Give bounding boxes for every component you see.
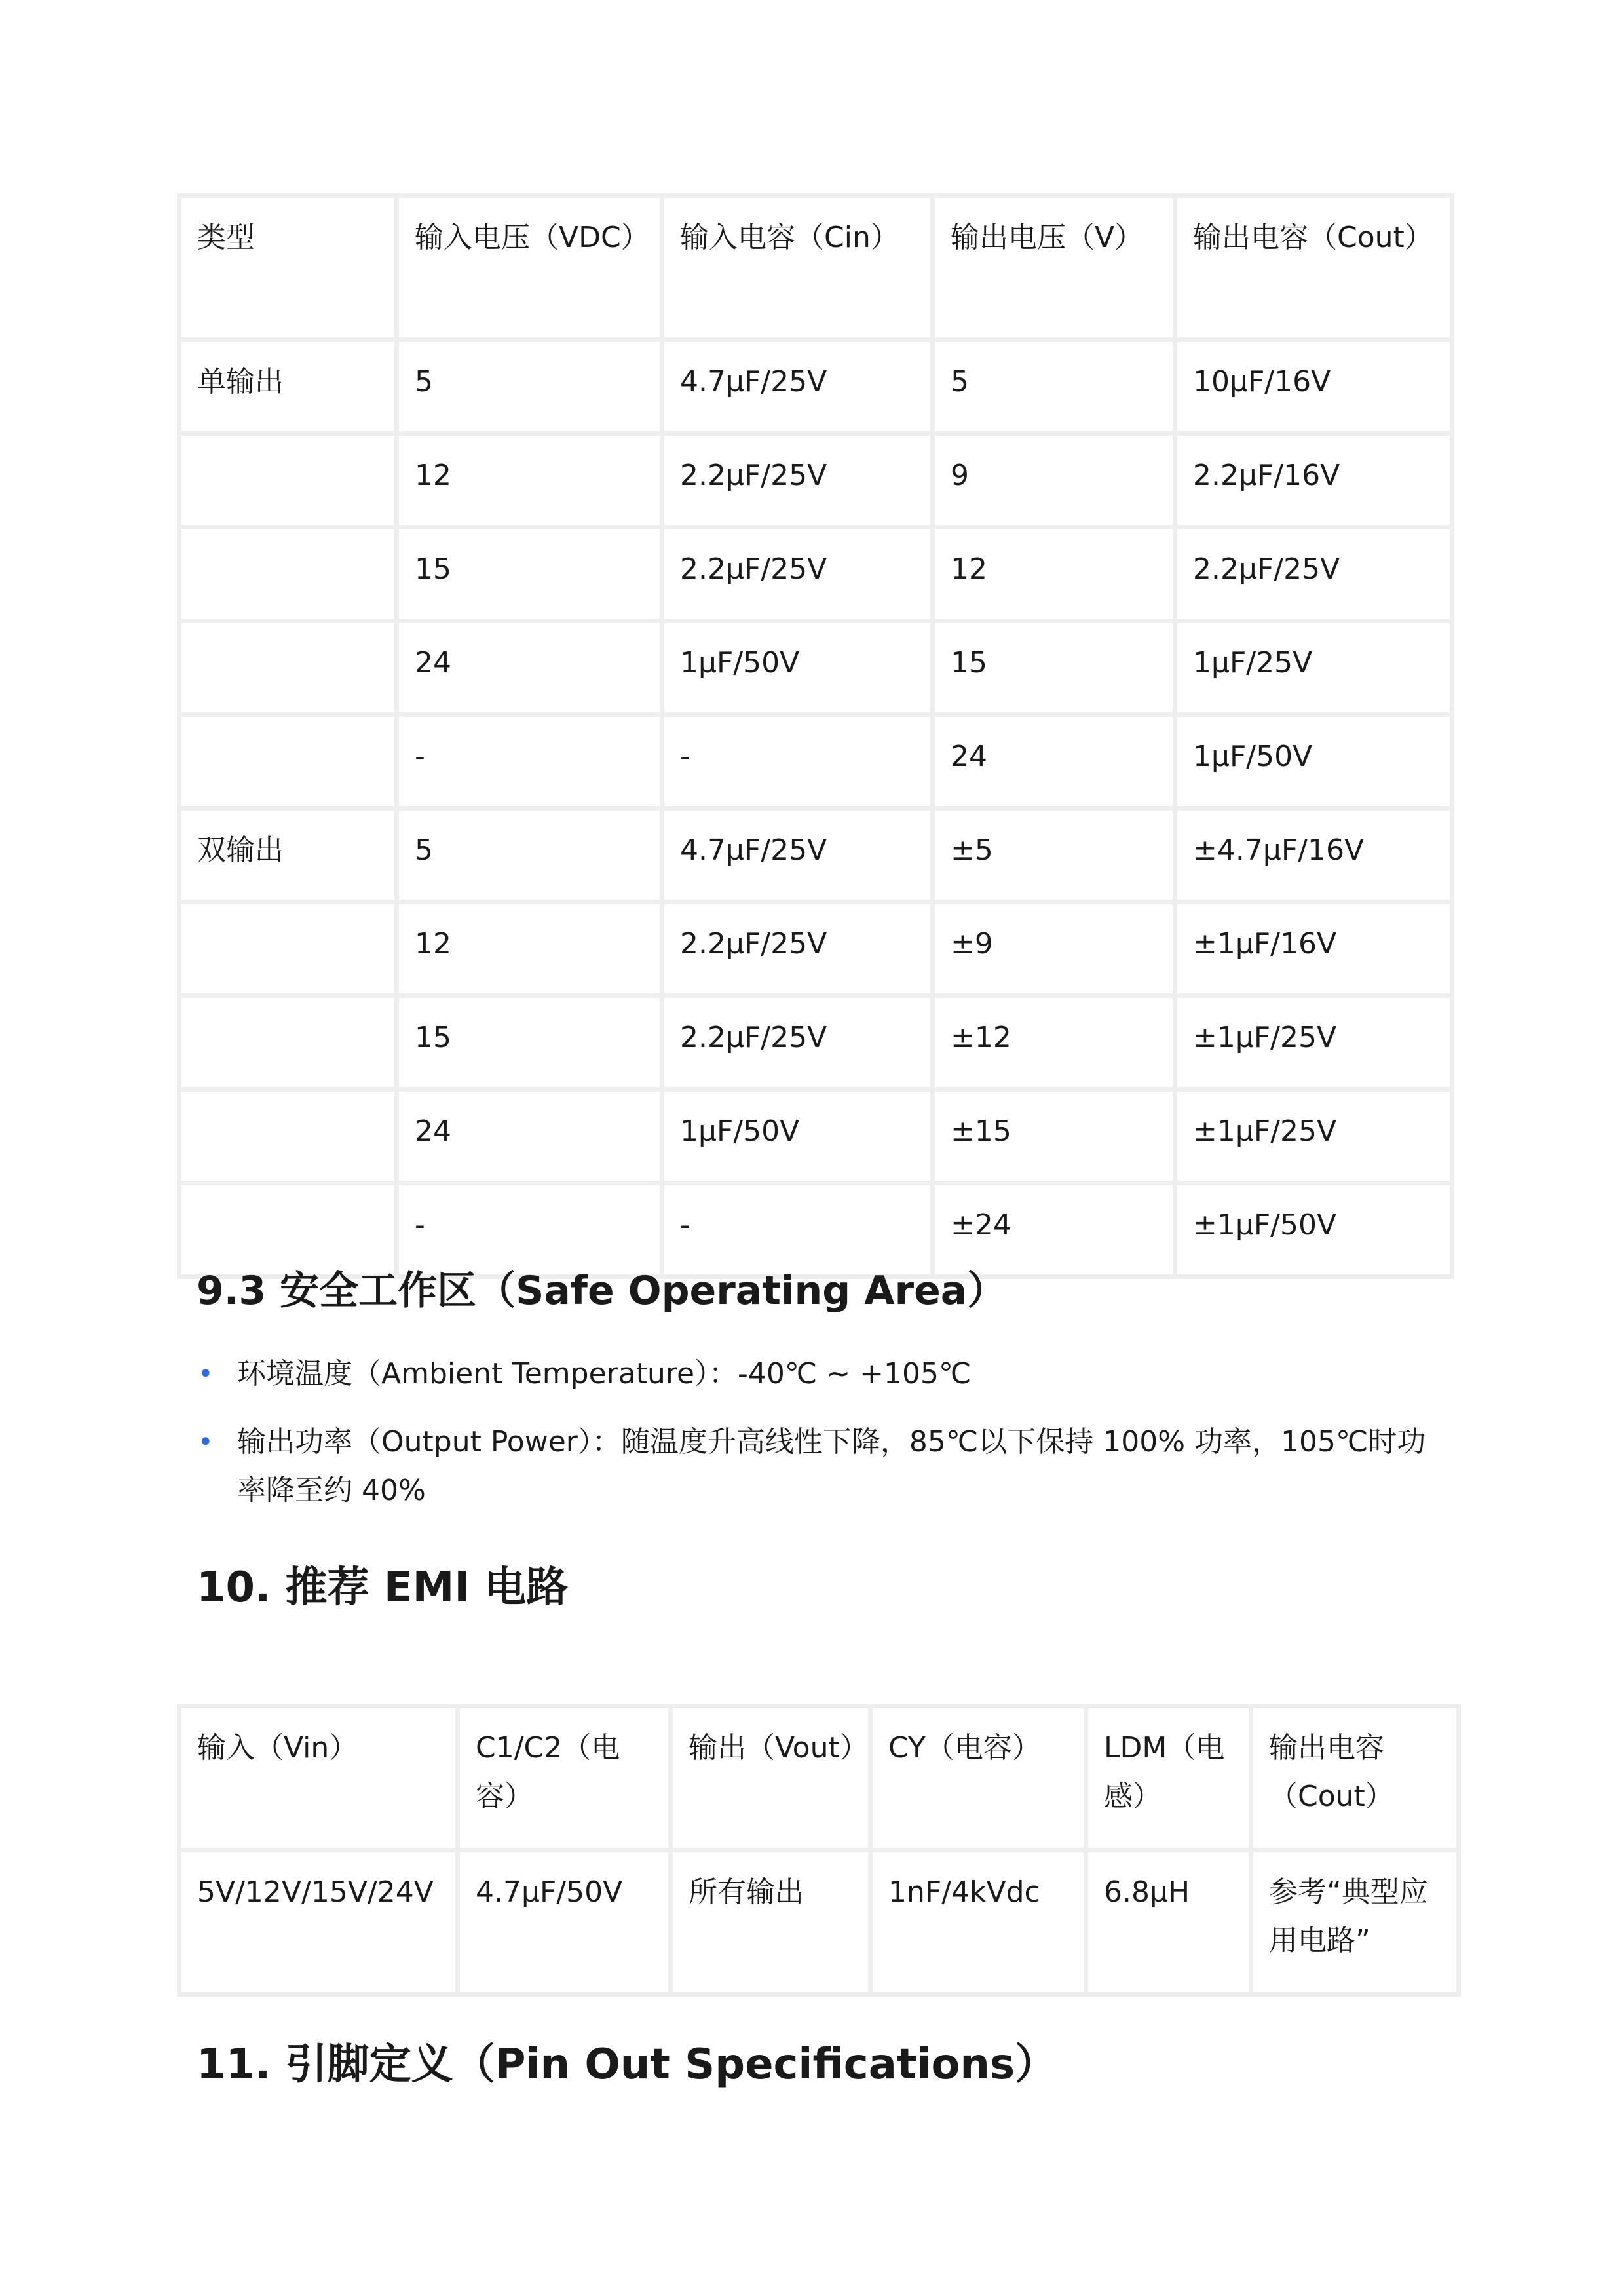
table-cell: - xyxy=(664,1185,930,1274)
table-cell: 5 xyxy=(935,342,1173,431)
table-cell: 15 xyxy=(399,529,660,619)
table-cell: 1μF/50V xyxy=(664,1092,930,1181)
header-cell: 输出电容（Cout） xyxy=(1253,1708,1456,1848)
table-row xyxy=(181,717,1450,806)
table-cell xyxy=(181,1092,394,1181)
table-row xyxy=(181,904,1450,993)
table-cell: 所有输出 xyxy=(673,1852,868,1992)
bullet-icon: • xyxy=(198,1427,214,1457)
table-cell: - xyxy=(399,717,660,806)
header-cell: 输入电容（Cin） xyxy=(664,198,930,337)
table-cell xyxy=(181,623,394,712)
header-cell: C1/C2（电容） xyxy=(460,1708,668,1848)
table-cell: 1μF/50V xyxy=(664,623,930,712)
table-cell: ±4.7μF/16V xyxy=(1177,811,1450,900)
list-item xyxy=(197,1418,1441,1515)
table-cell xyxy=(181,904,394,993)
table-cell: ±1μF/25V xyxy=(1177,998,1450,1087)
table-cell: 12 xyxy=(399,436,660,525)
table-row xyxy=(181,998,1450,1087)
table-cell: 12 xyxy=(935,529,1173,619)
table-cell: 24 xyxy=(399,1092,660,1181)
table-cell: 1μF/25V xyxy=(1177,623,1450,712)
table-cell: ±12 xyxy=(935,998,1173,1087)
table-row xyxy=(181,529,1450,619)
list-item xyxy=(197,1350,1441,1398)
table-row xyxy=(181,811,1450,900)
table-cell: 1nF/4kVdc xyxy=(873,1852,1084,1992)
bullet-list xyxy=(197,1350,1441,1535)
table-cell: 5V/12V/15V/24V xyxy=(181,1852,455,1992)
table-cell: 2.2μF/25V xyxy=(664,436,930,525)
table-cell: 2.2μF/25V xyxy=(664,998,930,1087)
table-cell: 2.2μF/25V xyxy=(1177,529,1450,619)
table-cell xyxy=(181,529,394,619)
table-cell: 15 xyxy=(935,623,1173,712)
table-cell: 9 xyxy=(935,436,1173,525)
table-cell: ±1μF/50V xyxy=(1177,1185,1450,1274)
table-row xyxy=(181,623,1450,712)
header-cell: 输出电压（V） xyxy=(935,198,1173,337)
table-cell: ±24 xyxy=(935,1185,1173,1274)
table-row xyxy=(181,1852,1456,1992)
emi-table xyxy=(177,1704,1461,1997)
table-cell: 单输出 xyxy=(181,342,394,431)
table-cell: 4.7μF/25V xyxy=(664,342,930,431)
table-cell: 24 xyxy=(399,623,660,712)
table-cell xyxy=(181,717,394,806)
table-cell: 4.7μF/50V xyxy=(460,1852,668,1992)
table-cell xyxy=(181,998,394,1087)
bullet-icon: • xyxy=(198,1359,214,1389)
list-item-text: 环境温度（Ambient Temperature）：-40℃ ~ +105℃ xyxy=(237,1357,972,1390)
table-row xyxy=(181,342,1450,431)
table-header-row xyxy=(181,198,1450,337)
table-cell: 15 xyxy=(399,998,660,1087)
table-cell: 5 xyxy=(399,811,660,900)
table-cell xyxy=(181,436,394,525)
table-cell: - xyxy=(399,1185,660,1274)
table-cell: 双输出 xyxy=(181,811,394,900)
table-cell: 24 xyxy=(935,717,1173,806)
header-cell: 输入（Vin） xyxy=(181,1708,455,1848)
table-header-row xyxy=(181,1708,1456,1848)
section-heading-emi-circuit: 10. 推荐 EMI 电路 xyxy=(197,1563,569,1612)
table-cell: 6.8μH xyxy=(1088,1852,1249,1992)
header-cell: 输出（Vout） xyxy=(673,1708,868,1848)
table-cell: 2.2μF/16V xyxy=(1177,436,1450,525)
section-heading-pin-out: 11. 引脚定义（Pin Out Specifications） xyxy=(197,2040,1057,2089)
table-cell: 4.7μF/25V xyxy=(664,811,930,900)
section-heading-safe-operating-area: 9.3 安全工作区（Safe Operating Area） xyxy=(197,1268,1007,1314)
table-cell: ±1μF/16V xyxy=(1177,904,1450,993)
header-cell: 输出电容（Cout） xyxy=(1177,198,1450,337)
table-cell: 12 xyxy=(399,904,660,993)
table-cell: ±9 xyxy=(935,904,1173,993)
header-cell: LDM（电感） xyxy=(1088,1708,1249,1848)
table-cell: 2.2μF/25V xyxy=(664,529,930,619)
table-cell: 2.2μF/25V xyxy=(664,904,930,993)
table-row xyxy=(181,436,1450,525)
list-item-text: 输出功率（Output Power）：随温度升高线性下降，85℃以下保持 100% 功率，105℃时功率降至约 40% xyxy=(237,1425,1426,1507)
table-cell: 1μF/50V xyxy=(1177,717,1450,806)
header-cell: 输入电压（VDC） xyxy=(399,198,660,337)
table-cell: 参考“典型应用电路” xyxy=(1253,1852,1456,1992)
header-cell: 类型 xyxy=(181,198,394,337)
capacitor-table xyxy=(177,193,1454,1279)
table-cell: - xyxy=(664,717,930,806)
table-cell: 5 xyxy=(399,342,660,431)
table-cell: ±5 xyxy=(935,811,1173,900)
table-cell: 10μF/16V xyxy=(1177,342,1450,431)
header-cell: CY（电容） xyxy=(873,1708,1084,1848)
table-row xyxy=(181,1092,1450,1181)
table-cell: ±1μF/25V xyxy=(1177,1092,1450,1181)
table-cell: ±15 xyxy=(935,1092,1173,1181)
